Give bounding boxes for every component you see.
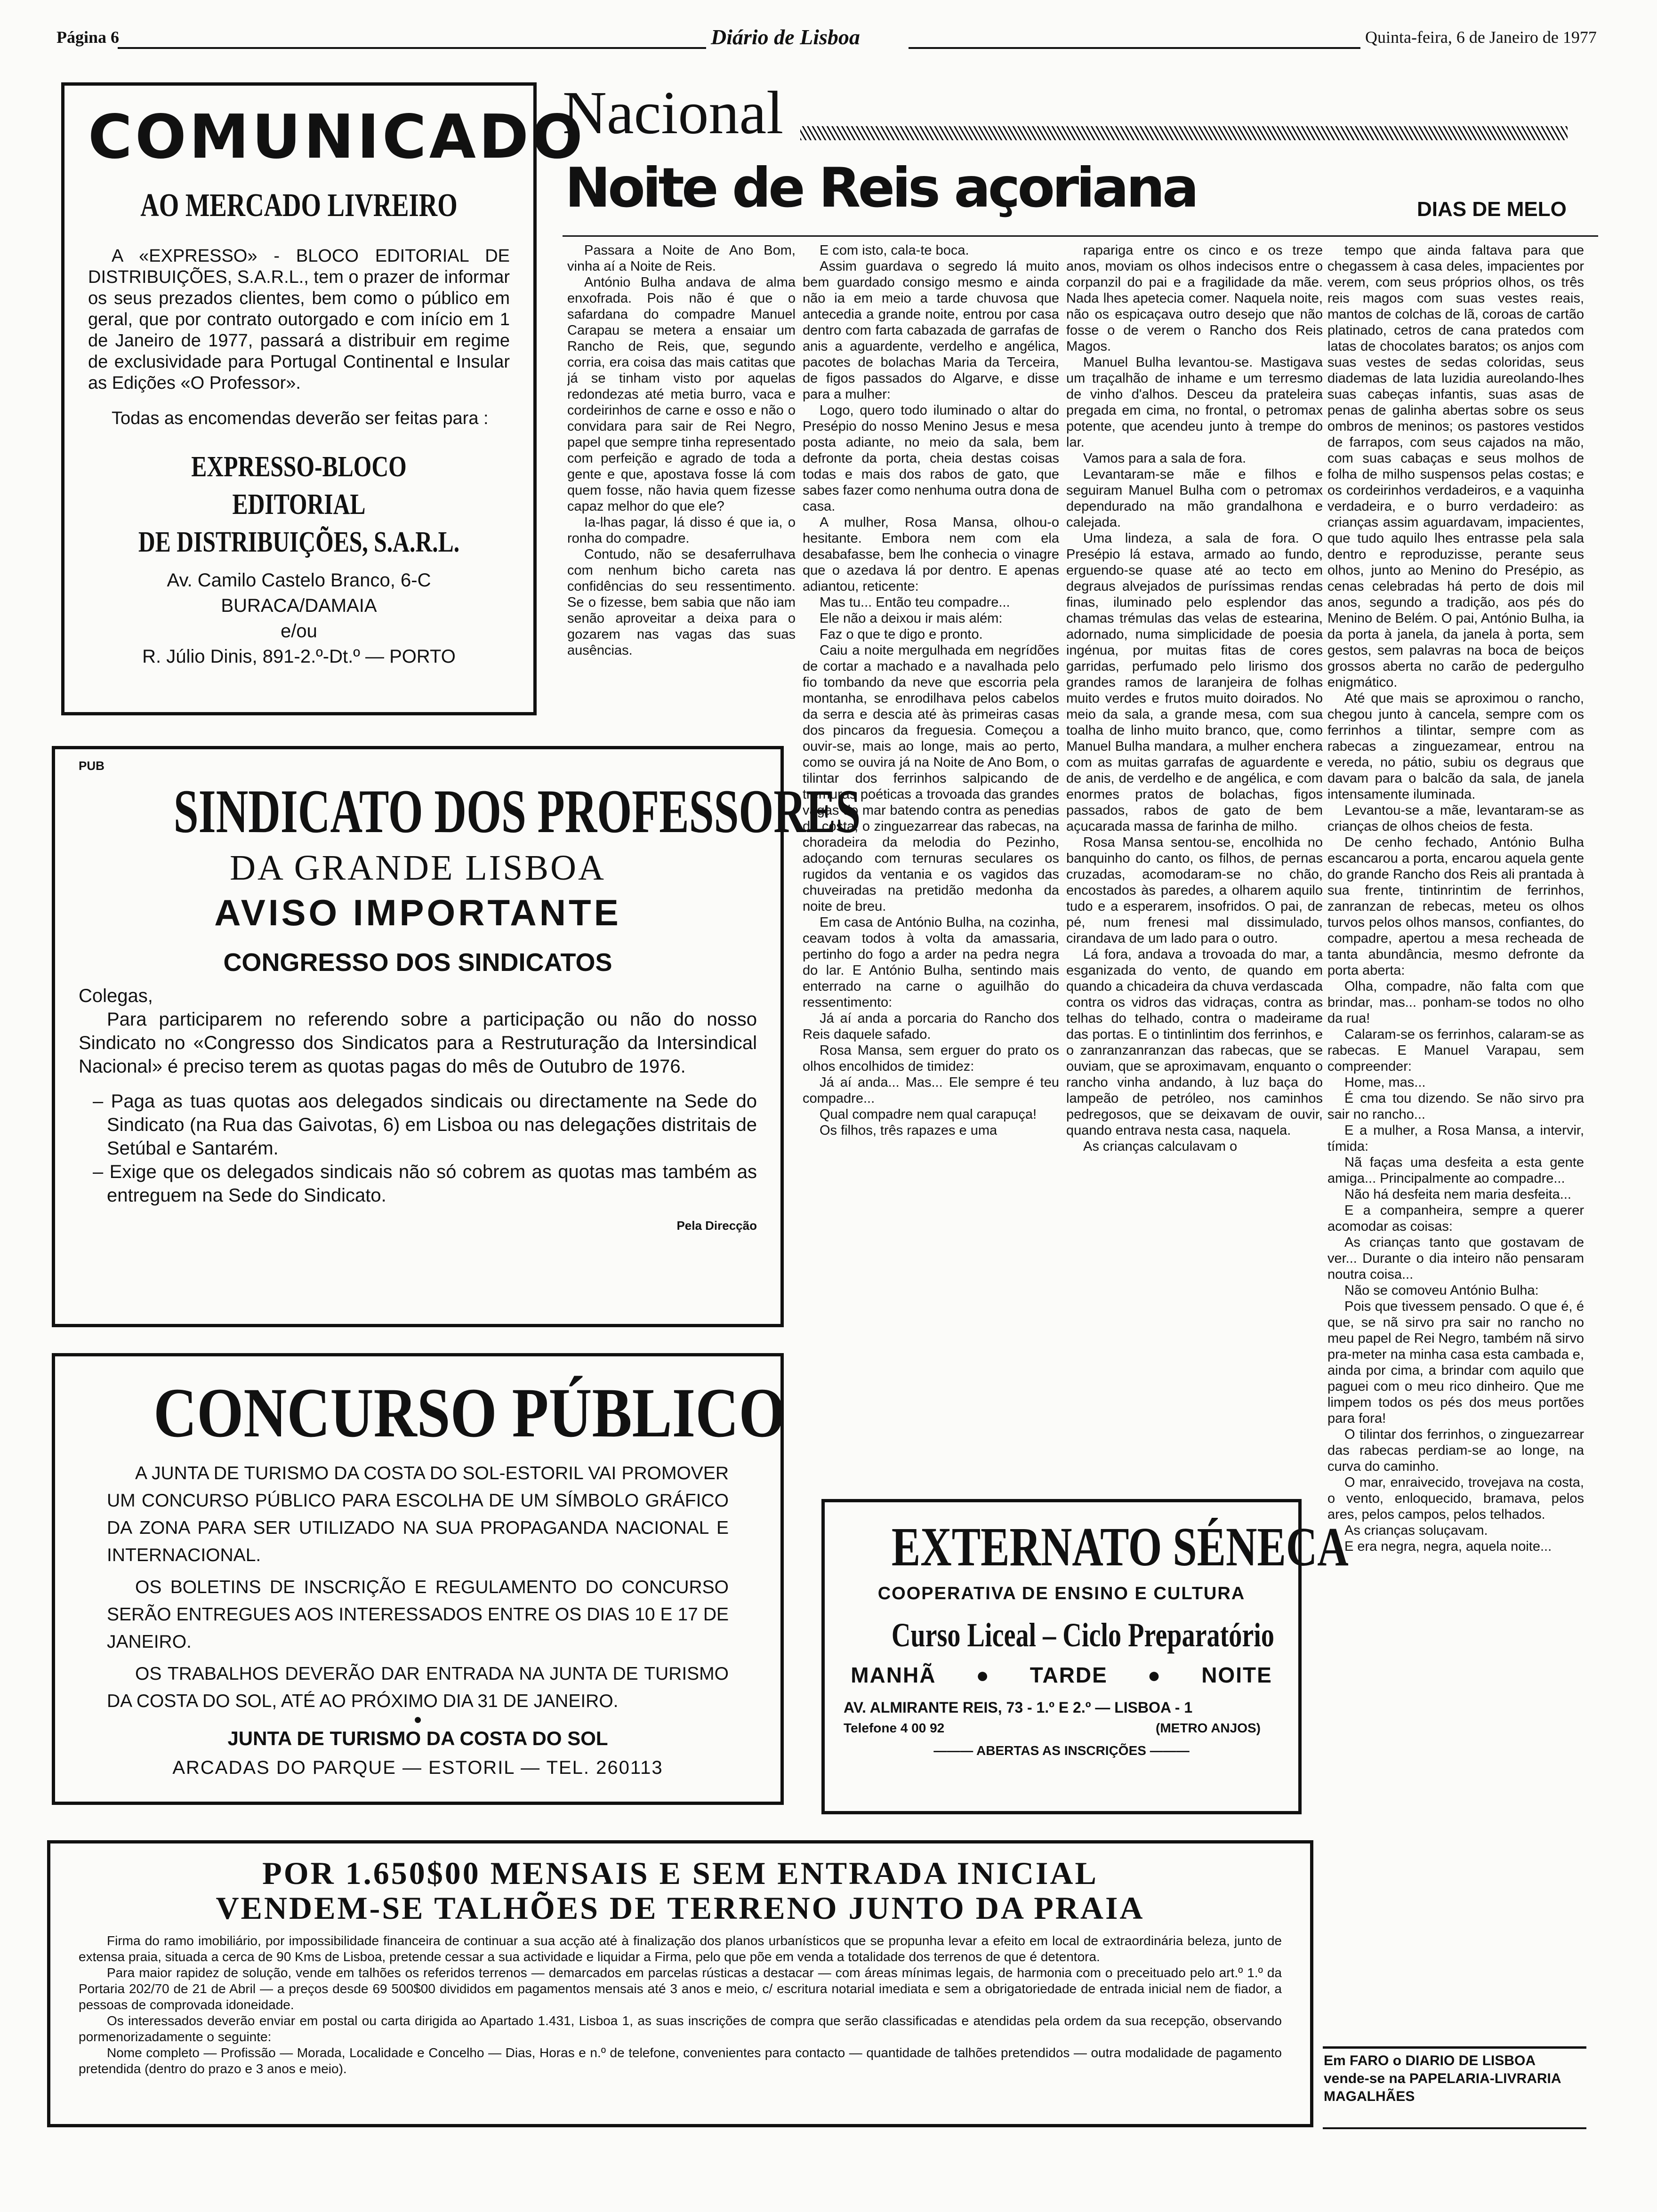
concurso-para1: A JUNTA DE TURISMO DA COSTA DO SOL-ESTORIL VAI PROMOVER UM CONCURSO PÚBLICO PARA ESCOLHA DE UM SÍMBOLO GRÁFICO DA ZONA PARA SER UTILIZADO NA SUA PROPAGANDA NACIONAL E INTERNACIONAL. (107, 1463, 729, 1565)
col4-para: Home, mas... (1344, 1075, 1426, 1090)
col3-para: As crianças calculavam o (1083, 1139, 1238, 1154)
sindicato-congresso: CONGRESSO DOS SINDICATOS (223, 948, 612, 977)
concurso-title: CONCURSO PÚBLICO (153, 1374, 786, 1452)
concurso-org: JUNTA DE TURISMO DA COSTA DO SOL (227, 1727, 608, 1749)
shift-tarde: TARDE (1030, 1663, 1108, 1687)
section-hatch (800, 126, 1568, 140)
col4-para: O tilintar dos ferrinhos, o zinguezarrear das rabecas perdiam-se ao longe, na curva do caminho. (1327, 1427, 1584, 1474)
col4-para: E a companheira, sempre a querer acomodar as coisas: (1327, 1203, 1584, 1234)
concurso-ad (52, 1353, 784, 1805)
col1-para: António Bulha andava de alma enxofrada. Pois não é que o safardana do compadre Manuel Carapau se metera a ensaiar um Rancho de Reis, que, segundo corria, era coisa das mais catitas que já se tinham visto por aquelas redondezas até metia burro, vaca e cordeirinhos de carne e osso e não o convidara para sair de Rei Negro, papel que sempre tinha representado com perfeição e agrado de toda a gente e que, apostava fosse lá com quem fosse, não havia quem fizesse capaz melhor do que ele? (567, 275, 796, 514)
sindicato-body: Para participarem no referendo sobre a participação ou não do nosso Sindicato no «Congresso dos Sindicatos para a Restruturação da Intersindical Nacional» é preciso terem as quotas pagas do mês de Outubro de 1976. (79, 1009, 757, 1077)
seneca-inscricoes: ——— ABERTAS AS INSCRIÇÕES ——— (933, 1743, 1190, 1758)
col3-para: rapariga entre os cinco e os treze anos, moviam os olhos indecisos entre o corpanzil do pai e a fragilidade da mãe. Nada lhes apetecia comer. Naquela noite, não os espicaçava outro desejo que não fosse o de verem o Rancho dos Reis Magos. (1066, 243, 1323, 354)
col3-para: Vamos para a sala de fora. (1083, 451, 1247, 466)
col3-para: Rosa Mansa sentou-se, encolhida no banquinho do canto, os filhos, de pernas cruzadas, acomodaram-se no chão, encostados às paredes, a olharem aquilo tudo e a esperarem, insofridos. O pai, de pé, num frenesi mal dissimulado, cirandava de um lado para o outro. (1066, 835, 1323, 946)
terreno-para2: Para maior rapidez de solução, vende em talhões os referidos terrenos — demarcados em parcelas rústicas a destacar — com áreas mínimas legais, de harmonia com o preceituado pelo art.º 1.º da Portaria 202/70 de 21 de Abril — a preços desde 69 500$00 divididos em pagamentos mensais até 3 anos e meio, c/ escritura notarial imediata e sem a obrigatoriedade de entrada inicial nem de fiador, a pessoas de comprovada idoneidade. (79, 1965, 1282, 2012)
seneca-shifts: MANHÃ ● TARDE ● NOITE (851, 1663, 1272, 1687)
seneca-title: EXTERNATO SÉNECA (891, 1516, 1349, 1578)
comunicado-company2: DE DISTRIBUIÇÕES, S.A.R.L. (138, 526, 460, 558)
shift-noite: NOITE (1201, 1663, 1272, 1687)
terreno-title2: VENDEM-SE TALHÕES DE TERRENO JUNTO DA PRAIA (216, 1890, 1145, 1926)
faro-top-rule (1323, 2046, 1586, 2049)
col2-para: Ele não a deixou ir mais além: (820, 611, 1003, 626)
comunicado-addr4: R. Júlio Dinis, 891-2.º-Dt.º — PORTO (142, 646, 456, 667)
col1-para: Contudo, não se desaferrulhava com nenhum bicho careta nas confidências do seu ressentimento. Se o fizesse, bem sabia que não iam senão aproveitar a deixa para o gozarem nas vagas das suas ausências. (567, 547, 796, 658)
col2-para: Os filhos, três rapazes e uma (820, 1123, 997, 1138)
masthead-date: Quinta-feira, 6 de Janeiro de 1977 (1365, 28, 1597, 47)
terreno-title1: POR 1.650$00 MENSAIS E SEM ENTRADA INICIAL (262, 1855, 1098, 1891)
col4-para: Pois que tivessem pensado. O que é, é que, se nã sirvo pra sair no rancho no meu papel de Rei Negro, também nã sirvo pra-meter na minha casa esta cambada e, ainda por cima, a brindar com aquilo que paguei com o meu rico dinheiro. Que me limpem todos os pés dos meus portões para fora! (1327, 1299, 1584, 1426)
terreno-para1: Firma do ramo imobiliário, por impossibilidade financeira de continuar a sua acção até à finalização dos planos urbanísticos que se propunha levar a efeito em local de extraordinária beleza, junto de extensa praia, situada a cerca de 90 Kms de Lisboa, pretende cessar a sua actividade e liquidar a Firma, pelo que põe em venda a totalidade dos terrenos de que é detentora. (79, 1933, 1282, 1964)
concurso-addr: ARCADAS DO PARQUE — ESTORIL — TEL. 260113 (172, 1757, 663, 1778)
comunicado-para1: A «EXPRESSO» - BLOCO EDITORIAL DE DISTRIBUIÇÕES, S.A.R.L., tem o prazer de informar os seus prezados clientes, bem como o público em geral, que por contrato outorgado e com início em 1 de Janeiro de 1977, passará a distribuir em regime de exclusividade para Portugal Continental e Insular as Edições «O Professor». (88, 246, 510, 393)
article-author: DIAS DE MELO (1417, 198, 1567, 221)
col4-para: As crianças tanto que gostavam de ver... Durante o dia inteiro não pensaram noutra coisa... (1327, 1235, 1584, 1282)
col4-para: É cma tou dizendo. Se não sirvo pra sair no rancho... (1327, 1091, 1584, 1122)
col4-para: E a mulher, a Rosa Mansa, a intervir, tímida: (1327, 1123, 1584, 1154)
col4-para: Não há desfeita nem maria desfeita... (1344, 1187, 1571, 1202)
comunicado-addr3: e/ou (281, 621, 317, 641)
seneca-metro: (METRO ANJOS) (1156, 1721, 1261, 1735)
col3-para: Manuel Bulha levantou-se. Mastigava um traçalhão de inhame e um terresmo de vinho d'alhos. Desceu da prateleira pregada em cima, no frontal, o petromax potente, que acendeu junto à trempe do lar. (1066, 355, 1323, 450)
terreno-ad (47, 1840, 1313, 2127)
article-col-1 (567, 242, 796, 741)
col4-para: Até que mais se aproximou o rancho, chegou junto à cancela, sempre com os ferrinhos a tilintar, sempre com as rabecas a zinguezamear, entrou na vereda, no pátio, subiu os degraus que davam para o balcão da sala, de janela intensamente iluminada. (1327, 691, 1584, 802)
col2-para: Já aí anda... Mas... Ele sempre é teu compadre... (803, 1075, 1059, 1106)
sindicato-subtitle: DA GRANDE LISBOA (230, 848, 606, 888)
col4-para: tempo que ainda faltava para que chegassem à casa deles, impacientes por verem, com seus próprios olhos, os três reis magos com suas vestes reais, mantos de colchas de lã, coroas de cartão platinado, cetros de cana pratedos com latas de chocolates baratos; os anjos com suas vestes de sedas coloridas, seus diademas de lata luzidia aureolando-lhes suas cabeças infantis, suas asas de penas de galinha abertas sobre os seus ombros de meninos; os pastores vestidos de farrapos, com seus cajados na mão, com suas cabaças e seus molhos de folha de milho suspensos pelas costas; e os cordeirinhos verdadeiros, e a vaquinha verdadeira, e o burro verdadeiro: as crianças assim aguardavam, impacientes, que tudo aquilo lhes entrasse pela sala dentro e reproduzisse, perante seus olhos, junto ao Menino do Presépio, as cenas celebradas há perto de dois mil anos, segundo a tradição, aos pés do Menino de Belém. O pai, António Bulha, ia da porta à janela, da janela à porta, sem gestos, sem palavras na boca de beiços grossos aberta no carão de pedergulho enigmático. (1327, 243, 1584, 690)
col2-para: Qual compadre nem qual carapuça! (820, 1107, 1037, 1122)
col1-para: Passara a Noite de Ano Bom, vinha aí a Noite de Reis. (567, 243, 796, 274)
col4-para: E era negra, negra, aquela noite... (1344, 1539, 1552, 1554)
concurso-para2: OS BOLETINS DE INSCRIÇÃO E REGULAMENTO DO CONCURSO SERÃO ENTREGUES AOS INTERESSADOS ENTRE OS DIAS 10 E 17 DE JANEIRO. (107, 1577, 729, 1652)
sindicato-item2: – Exige que os delegados sindicais não só cobrem as quotas mas também as entreguem na Sede do Sindicato. (93, 1162, 757, 1206)
sindicato-aviso: AVISO IMPORTANTE (214, 892, 621, 933)
faro-notice: Em FARO o DIARIO DE LISBOA vende-se na PAPELARIA-LIVRARIA MAGALHÃES (1324, 2053, 1561, 2104)
col2-para: Já aí anda a porcaria do Rancho dos Reis daquele safado. (803, 1011, 1059, 1042)
faro-bottom-rule (1323, 2127, 1586, 2129)
col4-para: As crianças soluçavam. (1344, 1523, 1488, 1538)
col2-para: Assim guardava o segredo lá muito bem guardado consigo mesmo e ainda não ia em meio a tarde chuvosa que antecedia a grande noite, entrou por casa dentro com farta cabazada de garrafas de anis a aguardente, verdelho e angélica, pacotes de bolachas Maria da Terceira, de figos passados do Algarve, e disse para a mulher: (803, 259, 1059, 402)
col4-para: De cenho fechado, António Bulha escancarou a porta, encarou aquela gente do grande Rancho dos Reis ali prantada à sua frente, tintinrintim de ferrinhos, zanranzan de rebecas, meteu os olhos turvos pelos olhos mansos, confiantes, do compadre, apertou a mesa recheada de tanta abundância, mesmo defronte da porta aberta: (1327, 835, 1584, 978)
comunicado-addr2: BURACA/DAMAIA (221, 595, 377, 616)
concurso-para3: OS TRABALHOS DEVERÃO DAR ENTRADA NA JUNTA DE TURISMO DA COSTA DO SOL, ATÉ AO PRÓXIMO DIA 31 DE JANEIRO. (107, 1664, 729, 1711)
comunicado-company1: EXPRESSO-BLOCO EDITORIAL (191, 451, 407, 521)
article-top-rule (563, 235, 1598, 237)
col4-para: Nã faças uma desfeita a esta gente amiga... Principalmente ao compadre... (1327, 1155, 1584, 1186)
seneca-tel: Telefone 4 00 92 (844, 1721, 945, 1735)
masthead-rule-right (909, 47, 1360, 49)
col4-para: Não se comoveu António Bulha: (1344, 1283, 1539, 1298)
col4-para: Calaram-se os ferrinhos, calaram-se as rabecas. E Manuel Varapau, sem compreender: (1327, 1027, 1584, 1074)
sindicato-ad (52, 746, 861, 1327)
col3-para: Levantaram-se mãe e filhos e seguiram Manuel Bulha com o petromax dependurado na mão grandalhona e calejada. (1066, 467, 1323, 530)
col2-para: Logo, quero todo iluminado o altar do Presépio do nosso Menino Jesus e mesa posta adiante, no meio da sala, bem defronte da porta, cheia destas coisas todas e mais dos rabos de gato, que sabes fazer como nenhuma outra dona de casa. (803, 403, 1059, 514)
col2-para: A mulher, Rosa Mansa, olhou-o hesitante. Embora nem com ela desabafasse, bem lhe conhecia o vinagre que o azedava lá por dentro. E apenas adiantou, reticente: (803, 515, 1059, 594)
col2-para: Em casa de António Bulha, na cozinha, ceavam todos à volta da amassaria, pertinho do fogo a arder na pedra negra do lar. E António Bulha, sentindo mais enterrado na carne o aguilhão do ressentimento: (803, 915, 1059, 1010)
col2-para: Rosa Mansa, sem erguer do prato os olhos encolhidos de timidez: (803, 1043, 1059, 1074)
col2-para: E com isto, cala-te boca. (820, 243, 969, 258)
page-number: Página 6 (56, 28, 120, 47)
col4-para: O mar, enraivecido, trovejava na costa, o vento, enloquecido, bramava, pelos ares, pelos campos, pelos telhados. (1327, 1475, 1584, 1522)
shift-manha: MANHÃ (851, 1663, 936, 1687)
col2-para: Faz o que te digo e pronto. (820, 627, 983, 642)
article-col-2 (803, 242, 1059, 1475)
col3-para: Lá fora, andava a trovoada do mar, a esganizada do vento, de quando em quando a chicadeira da chuva verdascada contra os vidros das vidraças, contra as telhas do telhado, contra o madeirame das portas. E o tintinlintim dos ferrinhos, e o zanranzanranzan das rabecas, que se ouviam, que se aproximavam, enquanto o rancho vinha andando, à luz baça do lampeão de petróleo, nos caminhos pedregosos, que se deixavam de ouvir, quando entrava nesta casa, naquela. (1066, 947, 1323, 1138)
seneca-inscricoes-label: ABERTAS AS INSCRIÇÕES (976, 1743, 1146, 1758)
col1-para: Ia-lhas pagar, lá disso é que ia, o ronha do compadre. (567, 515, 796, 546)
concurso-bullet: ● (413, 1712, 422, 1727)
col2-para: Caiu a noite mergulhada em negrídões de cortar a machado e a navalhada pelo fio tombando da neve que escorria pela montanha, se enrodilhava pelos cabelos da serra e descia até às primeiras casas dos pincaros da freguesia. Começou a ouvir-se, mais ao longe, mais ao perto, como se ouvira já na Noite de Ano Bom, o tilintar dos ferrinhos salpicando de tremuras poéticas a trovoada das grandes vagas do mar batendo contra as penedias da costa, o zinguezarrear das rabecas, na choradeira da melodia do Pezinho, adoçando com ternuras seculares os rugidos da ventania e os vagidos das chuveiradas na pretidão medonha da noite de breu. (803, 643, 1059, 914)
comunicado-addr1: Av. Camilo Castelo Branco, 6-C (167, 570, 431, 591)
comunicado-ad (61, 82, 586, 715)
article-headline: Noite de Reis açoriana (565, 156, 1197, 220)
col3-para: Uma lindeza, a sala de fora. O Presépio lá estava, armado ao fundo, erguendo-se quase até ao tecto em degraus alvejados de puríssimas rendas finas, iluminado pelo esplendor das chamas trémulas das velas de estearina, adornado, numa simplicidade de poesia ingénua, por muitas fitas de cores garridas, perfumado pelo lirismo dos grandes ramos de laranjeira de folhas muito verdes e frutos muito doirados. No meio da sala, a grande mesa, com sua toalha de linho muito branco, que, como Manuel Bulha mandara, a mulher enchera com as muitas garrafas de aguardente e de anis, de verdelho e de angélica, e com enormes pratos de bolachas, figos passados, rabos de gato de bem açucarada massa de farinha de milho. (1066, 531, 1323, 834)
seneca-ad (821, 1499, 1349, 1814)
seneca-coop: COOPERATIVA DE ENSINO E CULTURA (877, 1584, 1246, 1603)
masthead-title: Diário de Lisboa (711, 25, 860, 49)
terreno-para4: Nome completo — Profissão — Morada, Localidade e Concelho — Dias, Horas e n.º de telefone, convenientes para contacto — quantidade de talhões pretendidos — outra modalidade de pagamento pretendida (dentro do prazo e 3 anos e meio). (79, 2045, 1282, 2076)
masthead-rule-left (118, 47, 706, 49)
section-title: Nacional (563, 79, 784, 147)
article-col-3 (1066, 242, 1323, 1475)
comunicado-para2: Todas as encomendas deverão ser feitas para : (112, 409, 489, 428)
comunicado-title: COMUNICADO (88, 102, 586, 172)
article-col-4 (1327, 242, 1584, 2040)
col2-para: Mas tu... Então teu compadre... (820, 595, 1010, 610)
terreno-para3: Os interessados deverão enviar em postal ou carta dirigida ao Apartado 1.431, Lisboa 1, as suas inscrições de compra que serão classificadas e atendidas pela ordem da sua recepção, observando pormenorizadamente o seguinte: (79, 2013, 1282, 2044)
pub-label: PUB (79, 759, 105, 773)
sindicato-title: SINDICATO DOS PROFESSORES (173, 777, 861, 846)
sindicato-sign: Pela Direcção (676, 1218, 757, 1233)
sindicato-item1: – Paga as tuas quotas aos delegados sindicais ou directamente na Sede do Sindicato (na Rua das Gaivotas, 6) em Lisboa ou nas delegações distritais de Setúbal e Santarém. (93, 1091, 757, 1159)
seneca-addr: AV. ALMIRANTE REIS, 73 - 1.º E 2.º — LISBOA - 1 (844, 1699, 1193, 1716)
col4-para: Levantou-se a mãe, levantaram-se as crianças de olhos cheios de festa. (1327, 803, 1584, 834)
col4-para: Olha, compadre, não falta com que brindar, mas... ponham-se todos no olho da rua! (1327, 979, 1584, 1026)
comunicado-subtitle: AO MERCADO LIVREIRO (140, 187, 458, 224)
seneca-curso: Curso Liceal – Ciclo Preparatório (891, 1616, 1274, 1654)
sindicato-greeting: Colegas, (79, 986, 153, 1006)
